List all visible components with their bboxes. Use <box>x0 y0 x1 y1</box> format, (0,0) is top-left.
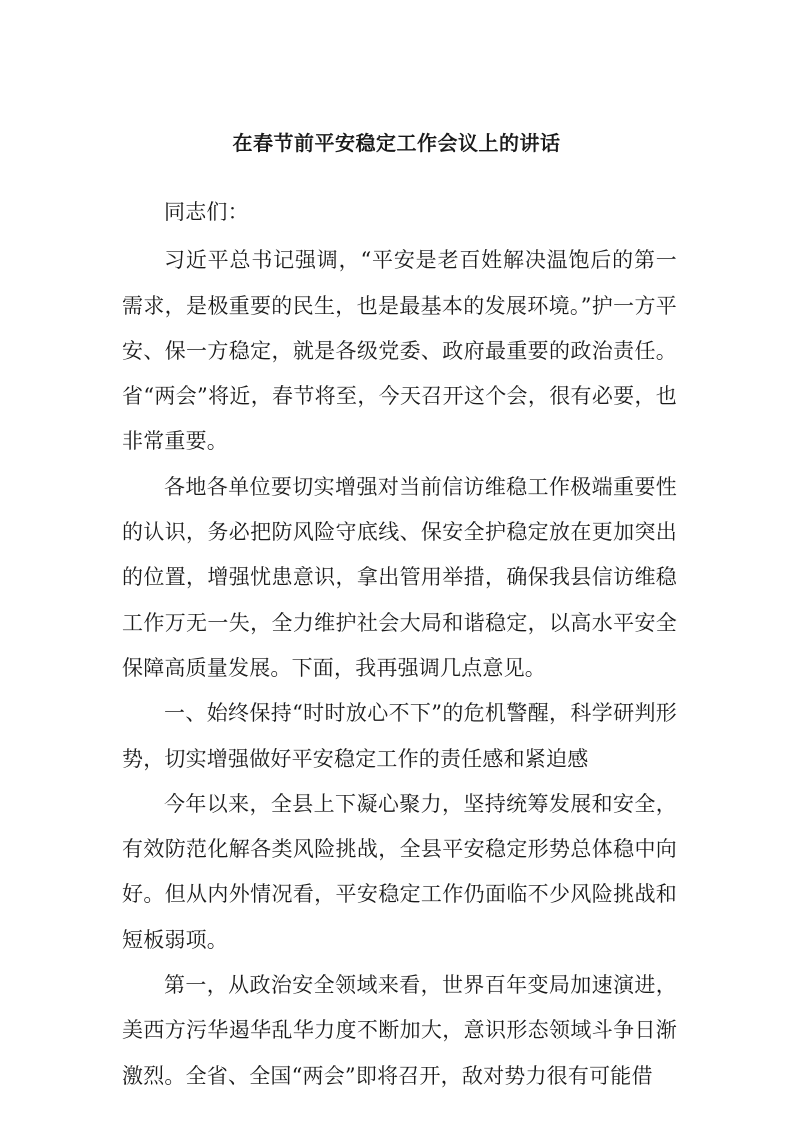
document-title: 在春节前平安稳定工作会议上的讲话 <box>232 131 561 155</box>
paragraph: 今年以来，全县上下凝心聚力，坚持统筹发展和安全，有效防范化解各类风险挑战，全县平安稳定形势总体稳中向好。但从内外情况看，平安稳定工作仍面临不少风险挑战和短板弱项。 <box>122 791 677 952</box>
salutation: 同志们： <box>164 200 249 224</box>
document-body <box>122 190 677 1099</box>
paragraph: 第一，从政治安全领域来看，世界百年变局加速演进，美西方污华遏华乱华力度不断加大，意识形态领域斗争日渐激烈。全省、全国“两会”即将召开，敌对势力很有可能借 <box>122 973 677 1088</box>
paragraph: 各地各单位要切实增强对当前信访维稳工作极端重要性的认识，务必把防风险守底线、保安全护稳定放在更加突出的位置，增强忧患意识，拿出管用举措，确保我县信访维稳工作万无一失，全力维护社会大局和谐稳定，以高水平安全保障高质量发展。下面，我再强调几点意见。 <box>122 474 677 680</box>
paragraph: 习近平总书记强调，“平安是老百姓解决温饱后的第一需求，是极重要的民生，也是最基本的发展环境。”护一方平安、保一方稳定，就是各级党委、政府最重要的政治责任。省“两会”将近，春节将至，今天召开这个会，很有必要，也非常重要。 <box>122 248 677 454</box>
section-heading: 一、始终保持“时时放心不下”的危机警醒，科学研判形势，切实增强做好平安稳定工作的责任感和紧迫感 <box>122 701 677 771</box>
